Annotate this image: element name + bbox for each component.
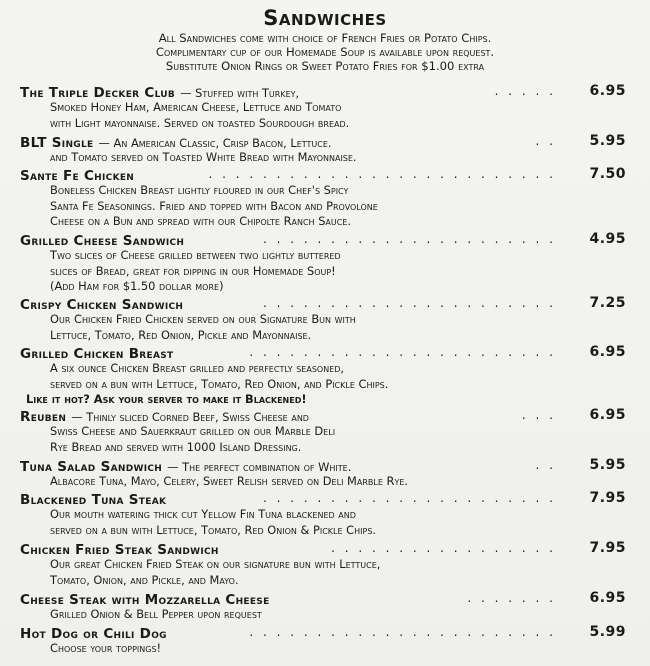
item-name: Grilled Cheese Sandwich <box>20 233 185 249</box>
leader-dots: . . . . . . . . . . . . . . . . . . . . . . <box>262 491 556 505</box>
menu-item-grilled-cheese <box>20 231 630 295</box>
menu-item-cheese-steak <box>20 590 630 623</box>
item-price: 7.25 <box>589 295 626 311</box>
item-price: 6.95 <box>589 590 626 606</box>
leader-dots: . . . . . . . . . . . . . . . . . . . . . . . <box>249 345 556 359</box>
item-price: 4.95 <box>589 231 626 247</box>
item-price: 6.95 <box>589 407 626 423</box>
intro-line: All Sandwiches come with choice of French Fries or Potato Chips. <box>158 31 492 45</box>
item-desc-line: Choose your toppings! <box>50 641 162 655</box>
item-desc-line: Tomato, Onion, and Pickle, and Mayo. <box>50 572 239 587</box>
item-name: Grilled Chicken Breast <box>20 346 174 362</box>
menu-item-blt-single <box>20 133 630 166</box>
item-desc-line: with Light mayonnaise. Served on toasted Sourdough bread. <box>50 115 350 130</box>
item-desc-line: (Add Ham for $1.50 dollar more) <box>50 279 224 293</box>
menu-item-crispy-chicken <box>20 295 630 343</box>
item-desc-line: Our mouth watering thick cut Yellow Fin Tuna blackened and <box>50 507 356 521</box>
item-name: Reuben <box>20 409 67 425</box>
item-price: 7.95 <box>589 540 626 556</box>
leader-dots: . . . . . . . . . . . . . . . . . . . . . . . . . . <box>208 167 556 181</box>
item-desc-line: Two slices of Cheese grilled between two lightly buttered <box>50 248 341 262</box>
item-name: Blackened Tuna Steak <box>20 492 167 508</box>
item-name: BLT Single <box>20 135 94 151</box>
item-desc-line: Rye Bread and served with 1000 Island Dressing. <box>50 439 302 454</box>
menu-item-hot-dog <box>20 624 630 657</box>
menu-item-blackened-tuna <box>20 490 630 538</box>
item-desc-line: Swiss Cheese and Sauerkraut grilled on our Marble Deli <box>50 424 336 438</box>
item-desc-line: and Tomato served on Toasted White Bread with Mayonnaise. <box>50 150 357 164</box>
leader-dots: . . . <box>521 408 556 422</box>
item-desc-line: Albacore Tuna, Mayo, Celery, Sweet Relish served on Deli Marble Rye. <box>50 474 409 488</box>
leader-dots: . . . . . . . <box>467 591 556 605</box>
item-desc-line: served on a bun with Lettuce, Tomato, Red Onion, and Pickle Chips. <box>50 376 389 391</box>
item-desc-note: Like it hot? Ask your server to make it Blackened! <box>26 392 307 406</box>
item-desc-line: Our Chicken Fried Chicken served on our Signature Bun with <box>50 312 356 326</box>
item-inline-desc: — The perfect combination of White. <box>167 460 352 474</box>
leader-dots: . . <box>535 458 556 472</box>
item-name: Cheese Steak with Mozzarella Cheese <box>20 592 270 608</box>
menu-item-triple-decker-club <box>20 83 630 131</box>
menu-item-grilled-chicken-breast <box>20 344 630 408</box>
item-inline-desc: — Stuffed with Turkey, <box>180 86 300 100</box>
item-name: Sante Fe Chicken <box>20 168 135 184</box>
leader-dots: . . . . . . . . . . . . . . . . . . . . . . <box>262 296 556 310</box>
intro-line: Complimentary cup of our Homemade Soup is available upon request. <box>155 45 495 59</box>
menu-item-chicken-fried-steak <box>20 540 630 588</box>
item-desc-line: Santa Fe Seasonings. Fried and topped with Bacon and Provolone <box>50 198 378 213</box>
item-price: 6.95 <box>589 344 626 360</box>
section-intro <box>0 31 650 73</box>
item-inline-desc: — Thinly sliced Corned Beef, Swiss Cheese and <box>71 410 309 424</box>
item-name: Crispy Chicken Sandwich <box>20 297 184 313</box>
menu-item-tuna-salad <box>20 457 630 490</box>
intro-line: Substitute Onion Rings or Sweet Potato Fries for $1.00 extra <box>165 59 485 73</box>
item-name: Chicken Fried Steak Sandwich <box>20 542 219 558</box>
item-desc-line: Smoked Honey Ham, American Cheese, Lettuce and Tomato <box>50 100 342 114</box>
item-name: The Triple Decker Club <box>20 85 176 101</box>
item-inline-desc: — An American Classic, Crisp Bacon, Lettuce. <box>98 136 332 150</box>
leader-dots: . . . . . <box>494 84 556 98</box>
item-desc-line: Our great Chicken Fried Steak on our signature bun with Lettuce, <box>50 557 381 571</box>
item-price: 7.95 <box>589 490 626 506</box>
item-price: 7.50 <box>589 166 626 182</box>
leader-dots: . . <box>535 134 556 148</box>
item-desc-line: Grilled Onion & Bell Pepper upon request <box>50 607 262 621</box>
item-price: 5.99 <box>589 624 626 640</box>
item-price: 6.95 <box>589 83 626 99</box>
item-price: 5.95 <box>589 457 626 473</box>
leader-dots: . . . . . . . . . . . . . . . . . <box>331 541 556 555</box>
item-price: 5.95 <box>589 133 626 149</box>
menu-item-reuben <box>20 407 630 455</box>
item-desc-line: Cheese on a Bun and spread with our Chipolte Ranch Sauce. <box>50 214 352 228</box>
item-desc-line: slices of Bread, great for dipping in our Homemade Soup! <box>50 263 336 278</box>
item-name: Hot Dog or Chili Dog <box>20 626 167 642</box>
leader-dots: . . . . . . . . . . . . . . . . . . . . . . <box>262 232 556 246</box>
item-name: Tuna Salad Sandwich <box>20 459 163 475</box>
item-desc-line: served on a bun with Lettuce, Tomato, Red Onion & Pickle Chips. <box>50 522 377 537</box>
item-desc-line: Lettuce, Tomato, Red Onion, Pickle and Mayonnaise. <box>50 327 312 342</box>
item-desc-line: A six ounce Chicken Breast grilled and perfectly seasoned, <box>50 361 345 375</box>
item-desc-line: Boneless Chicken Breast lightly floured in our Chef's Spicy <box>50 183 349 197</box>
section-title: Sandwiches <box>263 6 387 30</box>
menu-item-sante-fe-chicken <box>20 166 630 230</box>
leader-dots: . . . . . . . . . . . . . . . . . . . . . . . <box>249 625 556 639</box>
